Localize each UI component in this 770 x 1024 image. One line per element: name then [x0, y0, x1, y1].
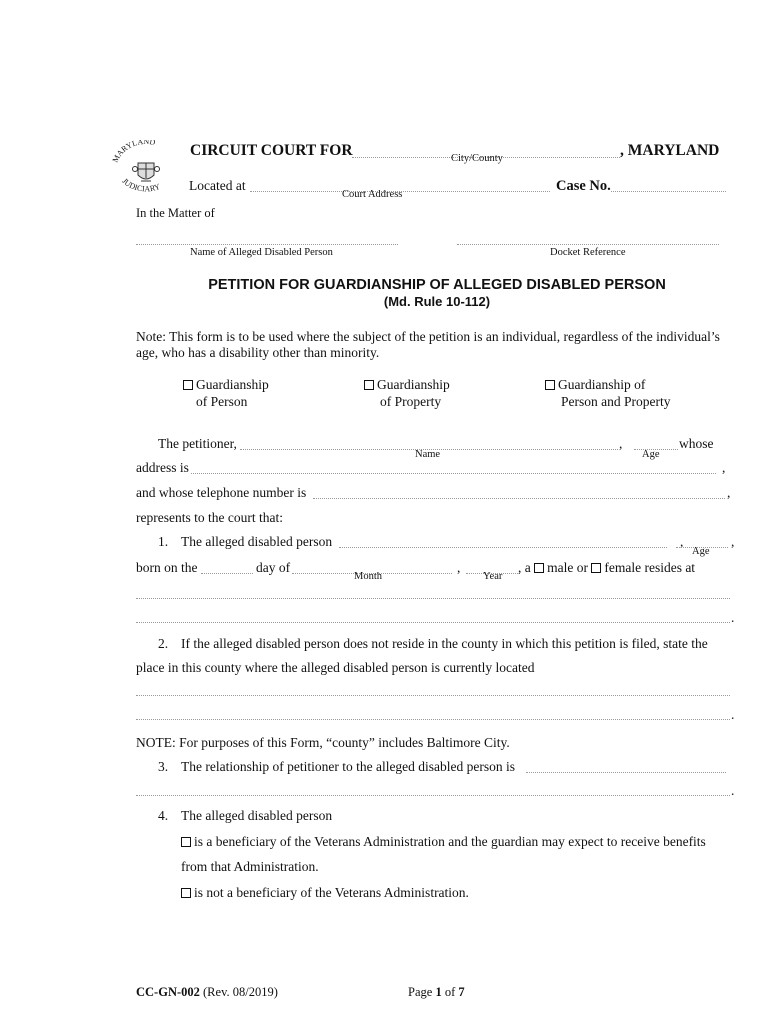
female-checkbox-icon[interactable] — [591, 563, 601, 573]
seal-top-text: MARYLAND — [110, 140, 156, 164]
relationship-line-2[interactable] — [136, 795, 730, 796]
checkbox-icon[interactable] — [545, 380, 555, 390]
not-va-beneficiary-text: is not a beneficiary of the Veterans Administration. — [194, 885, 469, 900]
option-2-line-2: of Property — [380, 394, 442, 409]
not-va-beneficiary-option[interactable] — [181, 885, 469, 901]
address-comma: , — [722, 460, 726, 475]
court-for-label: CIRCUIT COURT FOR — [190, 142, 353, 159]
gender-group — [518, 560, 695, 576]
relationship-period: . — [731, 783, 735, 798]
seal-bottom-text: JUDICIARY — [120, 176, 162, 194]
county-note: NOTE: For purposes of this Form, “county” includes Baltimore City. — [136, 735, 510, 750]
month-label: Month — [354, 571, 383, 582]
female-label: female resides at — [604, 560, 696, 575]
item-1-comma: , — [680, 534, 684, 549]
residence-line-2[interactable] — [136, 622, 730, 623]
case-no-field[interactable] — [611, 191, 726, 192]
telephone-comma: , — [727, 485, 731, 500]
item-4-text: The alleged disabled person — [181, 808, 333, 823]
checkbox-icon[interactable] — [183, 380, 193, 390]
note-line-1: Note: This form is to be used where the subject of the petition is an individual, regardless of the individual’s — [136, 329, 720, 344]
page-title: PETITION FOR GUARDIANSHIP OF ALLEGED DISABLED PERSON — [208, 277, 666, 293]
option-2-line-1: Guardianship — [377, 377, 450, 392]
residence-line-1[interactable] — [136, 598, 730, 599]
court-address-label: Court Address — [342, 189, 403, 200]
the-petitioner-label: The petitioner, — [158, 436, 237, 451]
option-3-line-1: Guardianship of — [558, 377, 646, 392]
item-2-number: 2. — [158, 636, 169, 651]
male-checkbox-icon[interactable] — [534, 563, 544, 573]
option-guardianship-person-property[interactable] — [545, 377, 645, 393]
male-label: male or — [547, 560, 588, 575]
address-is-label: address is — [136, 460, 189, 475]
petitioner-age-label: Age — [642, 449, 660, 460]
maryland-label: , MARYLAND — [620, 142, 720, 159]
whose-label: whose — [679, 436, 714, 451]
page-current: 1 — [435, 985, 442, 999]
telephone-field[interactable] — [313, 498, 725, 499]
petitioner-address-field[interactable] — [191, 473, 716, 474]
page-total: 7 — [458, 985, 465, 999]
case-no-label: Case No. — [556, 178, 611, 194]
va-beneficiary-text: is a beneficiary of the Veterans Administration and the guardian may expect to receive benefits — [194, 834, 706, 849]
item-1-text: The alleged disabled person — [181, 534, 333, 549]
note-line-2: age, who has a disability other than minority. — [136, 345, 380, 360]
month-comma: , — [457, 560, 461, 575]
rule-subtitle: (Md. Rule 10-112) — [383, 294, 491, 309]
telephone-label: and whose telephone number is — [136, 485, 307, 500]
residence-period: . — [731, 610, 735, 625]
item-2-line-1: If the alleged disabled person does not reside in the county in which this petition is filed, state the — [181, 636, 708, 651]
form-revision: (Rev. 08/2019) — [203, 985, 278, 999]
va-beneficiary-option[interactable] — [181, 834, 706, 850]
item-3-number: 3. — [158, 759, 169, 774]
checkbox-icon[interactable] — [364, 380, 374, 390]
form-id-code: CC-GN-002 — [136, 985, 200, 999]
location-period: . — [731, 707, 735, 722]
item-3-text: The relationship of petitioner to the alleged disabled person is — [181, 759, 516, 774]
city-county-label: City/County — [451, 153, 503, 164]
checkbox-icon[interactable] — [181, 837, 191, 847]
maryland-judiciary-seal — [108, 140, 188, 202]
page-number — [408, 985, 465, 1000]
option-1-line-2: of Person — [196, 394, 248, 409]
born-on-the-label: born on the — [136, 560, 198, 575]
option-guardianship-person[interactable] — [183, 377, 269, 393]
in-the-matter-of-label: In the Matter of — [136, 206, 215, 220]
current-location-line-1[interactable] — [136, 695, 730, 696]
option-guardianship-property[interactable] — [364, 377, 450, 393]
disabled-person-name-label: Name of Alleged Disabled Person — [190, 247, 333, 258]
represents-label: represents to the court that: — [136, 510, 283, 525]
item-2-line-2: place in this county where the alleged disabled person is currently located — [136, 660, 535, 675]
located-at-label: Located at — [189, 178, 246, 193]
disabled-person-age-label: Age — [692, 546, 710, 557]
docket-reference-field[interactable] — [457, 244, 719, 245]
va-beneficiary-text-2: from that Administration. — [181, 859, 319, 874]
year-label: Year — [483, 571, 503, 582]
option-1-line-1: Guardianship — [196, 377, 269, 392]
item-4-number: 4. — [158, 808, 169, 823]
of-word: of — [444, 985, 456, 999]
item-1-comma-2: , — [731, 534, 735, 549]
item-1-number: 1. — [158, 534, 169, 549]
checkbox-icon[interactable] — [181, 888, 191, 898]
svg-text:MARYLAND — [111, 140, 157, 164]
current-location-line-2[interactable] — [136, 719, 730, 720]
svg-text:JUDICIARY — [120, 177, 161, 194]
page-word: Page — [408, 985, 433, 999]
relationship-field[interactable] — [526, 772, 726, 773]
form-id — [136, 985, 278, 1000]
disabled-person-name-field[interactable] — [136, 244, 398, 245]
disabled-person-name-input[interactable] — [339, 547, 667, 548]
day-of-label: day of — [256, 560, 291, 575]
birth-day-field[interactable] — [201, 573, 253, 574]
option-3-line-2: Person and Property — [561, 394, 671, 409]
comma: , — [619, 436, 623, 451]
a-label: , a — [518, 560, 531, 575]
docket-reference-label: Docket Reference — [550, 247, 626, 258]
petitioner-name-label: Name — [415, 449, 441, 460]
